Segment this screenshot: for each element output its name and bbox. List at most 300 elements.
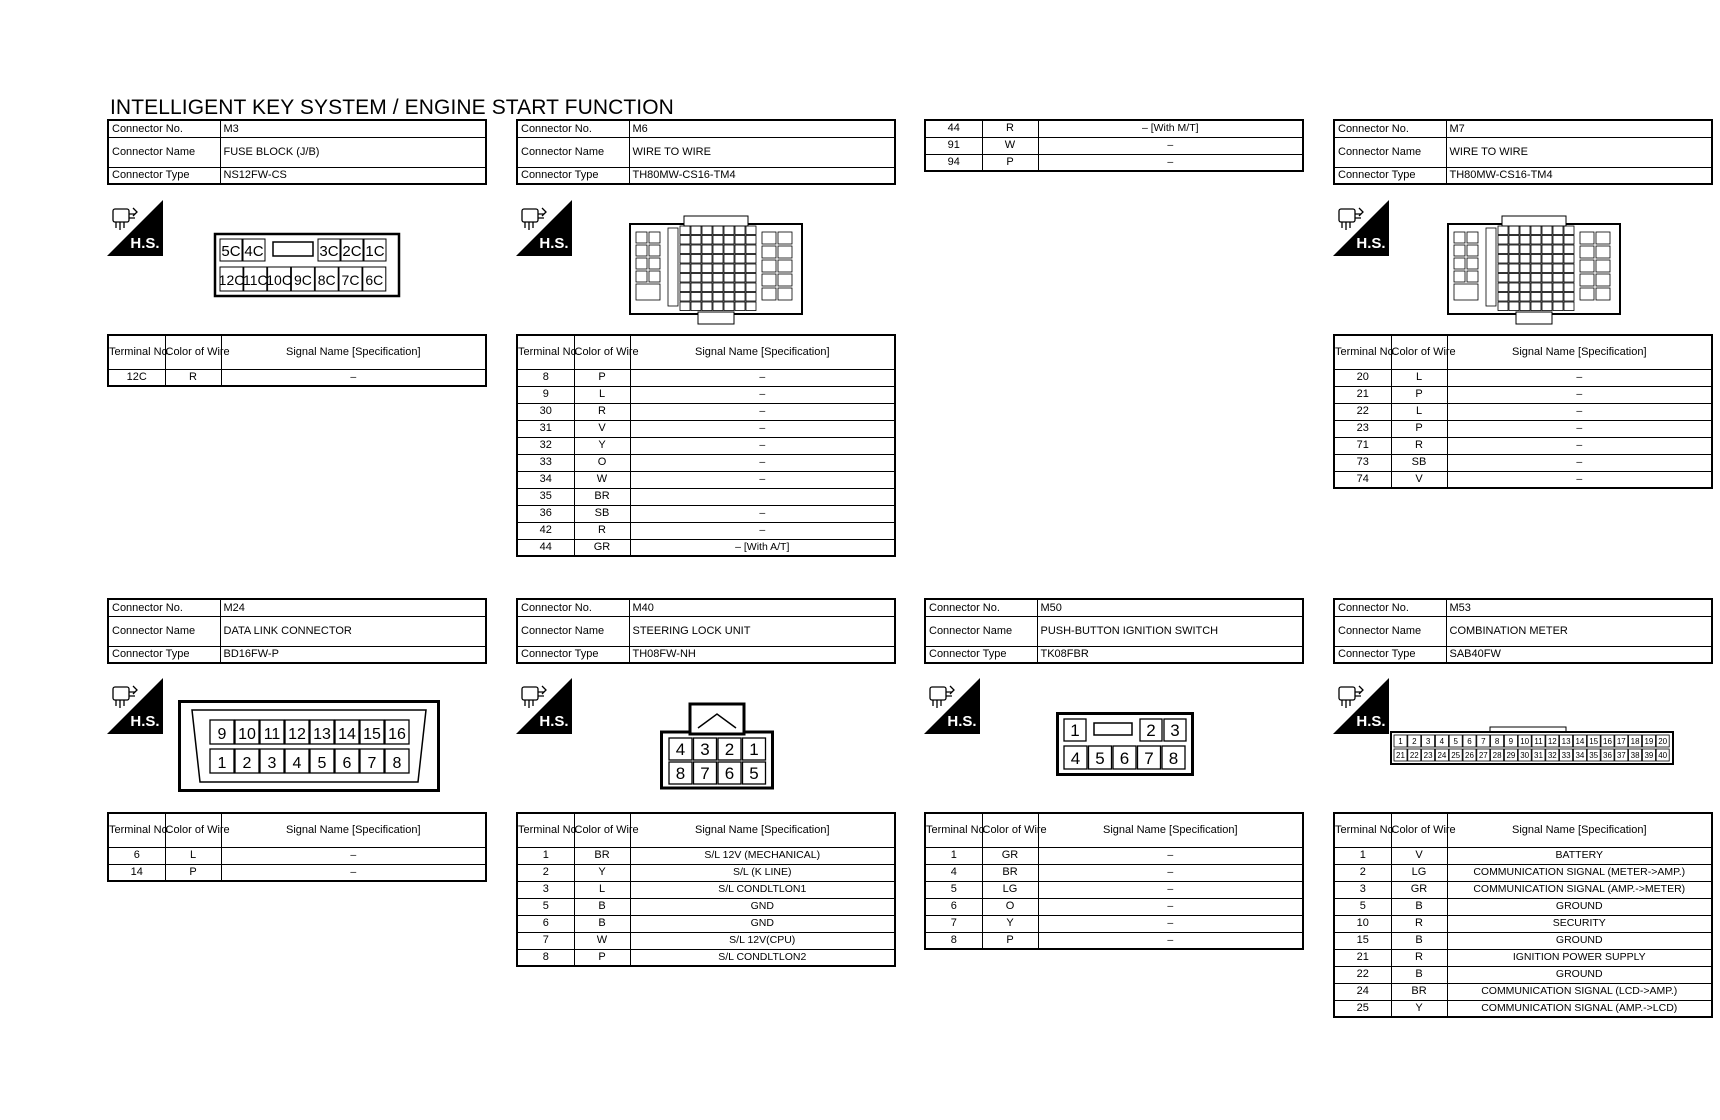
- connector-type-value: NS12FW-CS: [220, 167, 486, 184]
- pin-label: 3C: [319, 243, 339, 260]
- label-connector-no: Connector No.: [108, 120, 220, 137]
- table-row: [517, 403, 895, 420]
- signal-cell: S/L (K LINE): [630, 864, 895, 881]
- terminal-cell: 35: [517, 488, 574, 505]
- signal-cell: –: [1038, 915, 1303, 932]
- label-connector-no: Connector No.: [517, 599, 629, 616]
- color-cell: P: [574, 949, 630, 966]
- table-row: [517, 454, 895, 471]
- table-row: [517, 420, 895, 437]
- terminal-cell: 33: [517, 454, 574, 471]
- pin-label: 19: [1644, 737, 1654, 746]
- pin-label: 35: [1589, 751, 1599, 760]
- terminal-cell: 8: [517, 949, 574, 966]
- table-row: [1334, 386, 1712, 403]
- terminal-cell: 36: [517, 505, 574, 522]
- terminal-cell: 6: [108, 847, 165, 864]
- label-connector-type: Connector Type: [1334, 167, 1446, 184]
- hs-label: H.S.: [1356, 713, 1386, 730]
- pin-label: 30: [1520, 751, 1530, 760]
- signal-cell: –: [1038, 137, 1303, 154]
- color-cell: LG: [1391, 864, 1447, 881]
- color-cell: B: [1391, 932, 1447, 949]
- pin-label: 6: [724, 764, 735, 783]
- terminal-cell: 12C: [108, 369, 165, 386]
- terminal-cell: 6: [925, 898, 982, 915]
- color-cell: V: [574, 420, 630, 437]
- terminal-cell: 23: [1334, 420, 1391, 437]
- color-cell: W: [982, 137, 1038, 154]
- connector-m53-info: [1333, 598, 1713, 664]
- terminal-cell: 5: [925, 881, 982, 898]
- pin-label: 16: [388, 726, 406, 743]
- signal-cell: –: [1038, 881, 1303, 898]
- terminal-cell: 1: [517, 847, 574, 864]
- connector-type-value: TK08FBR: [1037, 646, 1303, 663]
- header-signal: Signal Name [Specification]: [1447, 335, 1712, 369]
- table-row: [517, 522, 895, 539]
- signal-cell: COMMUNICATION SIGNAL (AMP.->LCD): [1447, 1000, 1712, 1017]
- pin-label: 7C: [341, 272, 360, 288]
- table-row: [1334, 471, 1712, 488]
- pin-label: 20: [1658, 737, 1668, 746]
- color-cell: GR: [982, 847, 1038, 864]
- pin-label: 9C: [293, 272, 312, 288]
- connector-m6-terminal-table: [516, 334, 896, 557]
- connector-m40-info: [516, 598, 896, 664]
- color-cell: R: [574, 403, 630, 420]
- header-terminal: Terminal No.: [517, 335, 574, 369]
- pin-label: 9: [1508, 737, 1514, 746]
- pin-label: 27: [1478, 751, 1488, 760]
- terminal-cell: 1: [1334, 847, 1391, 864]
- color-cell: GR: [574, 539, 630, 556]
- pin-label: 5: [1453, 737, 1458, 746]
- table-row: [517, 881, 895, 898]
- table-row: [925, 915, 1303, 932]
- terminal-cell: 91: [925, 137, 982, 154]
- signal-cell: –: [630, 471, 895, 488]
- pin-label: 24: [1437, 751, 1447, 760]
- color-cell: V: [1391, 471, 1447, 488]
- table-row: [108, 847, 486, 864]
- pin-label: 31: [1534, 751, 1543, 760]
- color-cell: B: [574, 915, 630, 932]
- table-row: [1334, 983, 1712, 1000]
- signal-cell: –: [1447, 437, 1712, 454]
- color-cell: GR: [1391, 881, 1447, 898]
- color-cell: R: [165, 369, 221, 386]
- color-cell: P: [1391, 420, 1447, 437]
- table-row: [517, 847, 895, 864]
- label-connector-type: Connector Type: [108, 167, 220, 184]
- connector-type-value: TH80MW-CS16-TM4: [1446, 167, 1712, 184]
- connector-m6-info: [516, 119, 896, 185]
- connector-m7-info: [1333, 119, 1713, 185]
- harness-side-icon: [516, 678, 572, 734]
- color-cell: R: [1391, 437, 1447, 454]
- color-cell: L: [1391, 369, 1447, 386]
- table-row: [1334, 1000, 1712, 1017]
- pin-label: 5: [749, 764, 759, 783]
- pin-label: 6C: [365, 272, 384, 288]
- signal-cell: –: [630, 522, 895, 539]
- table-row: [925, 847, 1303, 864]
- terminal-cell: 21: [1334, 949, 1391, 966]
- header-terminal: Terminal No.: [517, 813, 574, 847]
- header-color: Color of Wire: [574, 813, 630, 847]
- table-row: [1334, 966, 1712, 983]
- pin-label: 25: [1451, 751, 1461, 760]
- color-cell: BR: [982, 864, 1038, 881]
- signal-cell: S/L 12V(CPU): [630, 932, 895, 949]
- signal-cell: –: [1447, 403, 1712, 420]
- terminal-cell: 10: [1334, 915, 1391, 932]
- color-cell: L: [574, 386, 630, 403]
- pin-label: 23: [1423, 751, 1433, 760]
- hs-label: H.S.: [539, 235, 569, 252]
- connector-no-value: M50: [1037, 599, 1303, 616]
- pin-label: 1: [1070, 721, 1080, 740]
- signal-cell: –: [1038, 847, 1303, 864]
- connector-no-value: M24: [220, 599, 486, 616]
- terminal-cell: 42: [517, 522, 574, 539]
- color-cell: W: [574, 932, 630, 949]
- label-connector-name: Connector Name: [1334, 616, 1446, 646]
- table-row: [925, 120, 1303, 137]
- pin-label: 7: [1481, 737, 1486, 746]
- connector-m7-diagram: [1446, 214, 1622, 326]
- connector-name-value: FUSE BLOCK (J/B): [220, 137, 486, 167]
- table-row: [925, 864, 1303, 881]
- color-cell: R: [574, 522, 630, 539]
- connector-name-value: STEERING LOCK UNIT: [629, 616, 895, 646]
- pin-label: 11: [263, 726, 281, 743]
- signal-cell: –: [630, 437, 895, 454]
- table-row: [925, 898, 1303, 915]
- color-cell: R: [1391, 949, 1447, 966]
- terminal-cell: 44: [517, 539, 574, 556]
- color-cell: V: [1391, 847, 1447, 864]
- terminal-cell: 94: [925, 154, 982, 171]
- label-connector-no: Connector No.: [108, 599, 220, 616]
- signal-cell: GND: [630, 915, 895, 932]
- signal-cell: – [With A/T]: [630, 539, 895, 556]
- table-row: [517, 932, 895, 949]
- header-color: Color of Wire: [165, 335, 221, 369]
- connector-name-value: COMBINATION METER: [1446, 616, 1712, 646]
- connector-type-value: TH80MW-CS16-TM4: [629, 167, 895, 184]
- pin-label: 7: [367, 755, 377, 772]
- pin-label: 9: [217, 726, 227, 743]
- pin-label: 40: [1658, 751, 1668, 760]
- terminal-cell: 25: [1334, 1000, 1391, 1017]
- pin-label: 10: [238, 726, 256, 743]
- terminal-cell: 71: [1334, 437, 1391, 454]
- pin-label: 2: [1146, 721, 1156, 740]
- color-cell: Y: [574, 437, 630, 454]
- pin-label: 2: [1412, 737, 1417, 746]
- color-cell: L: [574, 881, 630, 898]
- color-cell: P: [1391, 386, 1447, 403]
- header-terminal: Terminal No.: [1334, 813, 1391, 847]
- connector-m24-diagram: [178, 700, 440, 792]
- terminal-cell: 34: [517, 471, 574, 488]
- table-row: [1334, 932, 1712, 949]
- terminal-cell: 1: [925, 847, 982, 864]
- pin-label: 10: [1520, 737, 1530, 746]
- color-cell: L: [1391, 403, 1447, 420]
- pin-label: 3: [1425, 737, 1431, 746]
- header-color: Color of Wire: [1391, 335, 1447, 369]
- color-cell: Y: [982, 915, 1038, 932]
- connector-name-value: DATA LINK CONNECTOR: [220, 616, 486, 646]
- color-cell: P: [574, 369, 630, 386]
- color-cell: R: [1391, 915, 1447, 932]
- header-signal: Signal Name [Specification]: [630, 335, 895, 369]
- header-color: Color of Wire: [982, 813, 1038, 847]
- pin-label: 29: [1506, 751, 1516, 760]
- signal-cell: –: [1038, 154, 1303, 171]
- header-terminal: Terminal No.: [925, 813, 982, 847]
- signal-cell: GROUND: [1447, 932, 1712, 949]
- label-connector-type: Connector Type: [517, 167, 629, 184]
- connector-no-value: M3: [220, 120, 486, 137]
- table-row: [1334, 915, 1712, 932]
- pin-label: 18: [1630, 737, 1640, 746]
- color-cell: W: [574, 471, 630, 488]
- table-row: [517, 505, 895, 522]
- signal-cell: [630, 488, 895, 505]
- harness-side-icon: [516, 200, 572, 256]
- pin-label: 1: [749, 740, 759, 759]
- color-cell: O: [574, 454, 630, 471]
- pin-label: 26: [1465, 751, 1474, 760]
- terminal-cell: 5: [517, 898, 574, 915]
- signal-cell: –: [630, 454, 895, 471]
- pin-label: 3: [267, 755, 277, 772]
- color-cell: P: [982, 932, 1038, 949]
- pin-label: 6: [1467, 737, 1472, 746]
- terminal-cell: 30: [517, 403, 574, 420]
- label-connector-name: Connector Name: [925, 616, 1037, 646]
- pin-label: 36: [1603, 751, 1612, 760]
- harness-side-icon: [107, 678, 163, 734]
- connector-name-value: WIRE TO WIRE: [629, 137, 895, 167]
- table-row: [1334, 864, 1712, 881]
- label-connector-name: Connector Name: [517, 137, 629, 167]
- color-cell: L: [165, 847, 221, 864]
- signal-cell: –: [1038, 864, 1303, 881]
- table-row: [517, 488, 895, 505]
- pin-label: 4: [292, 755, 302, 772]
- signal-cell: –: [221, 864, 486, 881]
- header-terminal: Terminal No.: [108, 335, 165, 369]
- pin-label: 7: [700, 764, 710, 783]
- terminal-cell: 32: [517, 437, 574, 454]
- signal-cell: S/L CONDLTLON1: [630, 881, 895, 898]
- header-signal: Signal Name [Specification]: [221, 335, 486, 369]
- harness-side-icon: [1333, 200, 1389, 256]
- signal-cell: SECURITY: [1447, 915, 1712, 932]
- hs-label: H.S.: [539, 713, 569, 730]
- connector-type-value: TH08FW-NH: [629, 646, 895, 663]
- label-connector-name: Connector Name: [108, 616, 220, 646]
- connector-m53-terminal-table: [1333, 812, 1713, 1018]
- color-cell: BR: [1391, 983, 1447, 1000]
- pin-label: 16: [1603, 737, 1612, 746]
- pin-label: 1: [1398, 737, 1403, 746]
- pin-label: 3: [1170, 721, 1180, 740]
- terminal-cell: 8: [517, 369, 574, 386]
- pin-label: 28: [1492, 751, 1502, 760]
- connector-m6-diagram: [628, 214, 804, 326]
- label-connector-no: Connector No.: [1334, 120, 1446, 137]
- label-connector-type: Connector Type: [1334, 646, 1446, 663]
- terminal-cell: 21: [1334, 386, 1391, 403]
- pin-label: 5C: [221, 243, 241, 260]
- signal-cell: COMMUNICATION SIGNAL (LCD->AMP.): [1447, 983, 1712, 1000]
- connector-m7-terminal-table: [1333, 334, 1713, 489]
- signal-cell: –: [1447, 420, 1712, 437]
- terminal-cell: 15: [1334, 932, 1391, 949]
- pin-label: 39: [1644, 751, 1654, 760]
- signal-cell: –: [221, 369, 486, 386]
- color-cell: Y: [574, 864, 630, 881]
- pin-label: 14: [338, 726, 356, 743]
- pin-label: 5: [1095, 749, 1105, 768]
- pin-label: 8: [1168, 749, 1179, 768]
- signal-cell: –: [1447, 471, 1712, 488]
- color-cell: B: [574, 898, 630, 915]
- label-connector-type: Connector Type: [925, 646, 1037, 663]
- color-cell: O: [982, 898, 1038, 915]
- signal-cell: –: [1038, 932, 1303, 949]
- connector-m40-diagram: [660, 702, 774, 790]
- header-signal: Signal Name [Specification]: [221, 813, 486, 847]
- table-row: [925, 137, 1303, 154]
- pin-label: 5: [317, 755, 327, 772]
- pin-label: 37: [1616, 751, 1626, 760]
- signal-cell: COMMUNICATION SIGNAL (METER->AMP.): [1447, 864, 1712, 881]
- connector-name-value: WIRE TO WIRE: [1446, 137, 1712, 167]
- terminal-cell: 14: [108, 864, 165, 881]
- signal-cell: –: [630, 505, 895, 522]
- terminal-cell: 20: [1334, 369, 1391, 386]
- signal-cell: –: [630, 403, 895, 420]
- table-row: [517, 949, 895, 966]
- signal-cell: – [With M/T]: [1038, 120, 1303, 137]
- table-row: [1334, 898, 1712, 915]
- table-row: [517, 898, 895, 915]
- header-terminal: Terminal No.: [108, 813, 165, 847]
- label-connector-type: Connector Type: [108, 646, 220, 663]
- connector-m24-info: [107, 598, 487, 664]
- connector-m53-diagram: [1390, 724, 1674, 766]
- color-cell: B: [1391, 898, 1447, 915]
- signal-cell: GROUND: [1447, 966, 1712, 983]
- header-terminal: Terminal No.: [1334, 335, 1391, 369]
- table-row: [925, 881, 1303, 898]
- page-title: INTELLIGENT KEY SYSTEM / ENGINE START FUNCTION: [110, 96, 674, 119]
- pin-label: 2: [724, 740, 735, 759]
- label-connector-no: Connector No.: [517, 120, 629, 137]
- connector-type-value: SAB40FW: [1446, 646, 1712, 663]
- color-cell: SB: [574, 505, 630, 522]
- pin-label: 8: [675, 764, 686, 783]
- table-row: [925, 932, 1303, 949]
- terminal-cell: 73: [1334, 454, 1391, 471]
- table-row: [517, 471, 895, 488]
- signal-cell: BATTERY: [1447, 847, 1712, 864]
- harness-side-icon: [1333, 678, 1389, 734]
- harness-side-icon: [107, 200, 163, 256]
- pin-label: 13: [313, 726, 331, 743]
- label-connector-type: Connector Type: [517, 646, 629, 663]
- hs-label: H.S.: [130, 713, 160, 730]
- signal-cell: S/L CONDLTLON2: [630, 949, 895, 966]
- pin-label: 4: [675, 740, 686, 759]
- table-row: [1334, 420, 1712, 437]
- signal-cell: IGNITION POWER SUPPLY: [1447, 949, 1712, 966]
- terminal-cell: 24: [1334, 983, 1391, 1000]
- pin-label: 15: [1589, 737, 1599, 746]
- connector-m6-terminal-table-continued: [924, 119, 1304, 172]
- hs-label: H.S.: [130, 235, 160, 252]
- connector-name-value: PUSH-BUTTON IGNITION SWITCH: [1037, 616, 1303, 646]
- signal-cell: COMMUNICATION SIGNAL (AMP.->METER): [1447, 881, 1712, 898]
- pin-label: 14: [1575, 737, 1585, 746]
- table-row: [517, 369, 895, 386]
- label-connector-name: Connector Name: [1334, 137, 1446, 167]
- signal-cell: –: [1038, 898, 1303, 915]
- signal-cell: –: [1447, 369, 1712, 386]
- pin-label: 2: [242, 755, 252, 772]
- pin-label: 12: [288, 726, 306, 743]
- connector-m50-terminal-table: [924, 812, 1304, 950]
- table-row: [1334, 437, 1712, 454]
- color-cell: LG: [982, 881, 1038, 898]
- pin-label: 12: [1547, 737, 1557, 746]
- table-row: [1334, 403, 1712, 420]
- pin-label: 34: [1575, 751, 1585, 760]
- label-connector-name: Connector Name: [517, 616, 629, 646]
- label-connector-no: Connector No.: [925, 599, 1037, 616]
- color-cell: P: [982, 154, 1038, 171]
- connector-no-value: M40: [629, 599, 895, 616]
- table-row: [517, 437, 895, 454]
- pin-label: 7: [1144, 749, 1154, 768]
- table-row: [517, 915, 895, 932]
- signal-cell: –: [221, 847, 486, 864]
- color-cell: SB: [1391, 454, 1447, 471]
- pin-label: 3: [700, 740, 710, 759]
- header-color: Color of Wire: [1391, 813, 1447, 847]
- terminal-cell: 22: [1334, 403, 1391, 420]
- connector-m50-info: [924, 598, 1304, 664]
- pin-label: 6: [1119, 749, 1130, 768]
- color-cell: B: [1391, 966, 1447, 983]
- signal-cell: –: [630, 369, 895, 386]
- pin-label: 4: [1439, 737, 1445, 746]
- pin-label: 32: [1547, 751, 1557, 760]
- pin-label: 8: [1494, 737, 1500, 746]
- terminal-cell: 8: [925, 932, 982, 949]
- connector-no-value: M6: [629, 120, 895, 137]
- signal-cell: S/L 12V (MECHANICAL): [630, 847, 895, 864]
- pin-label: 1: [217, 755, 227, 772]
- pin-label: 8: [392, 755, 402, 772]
